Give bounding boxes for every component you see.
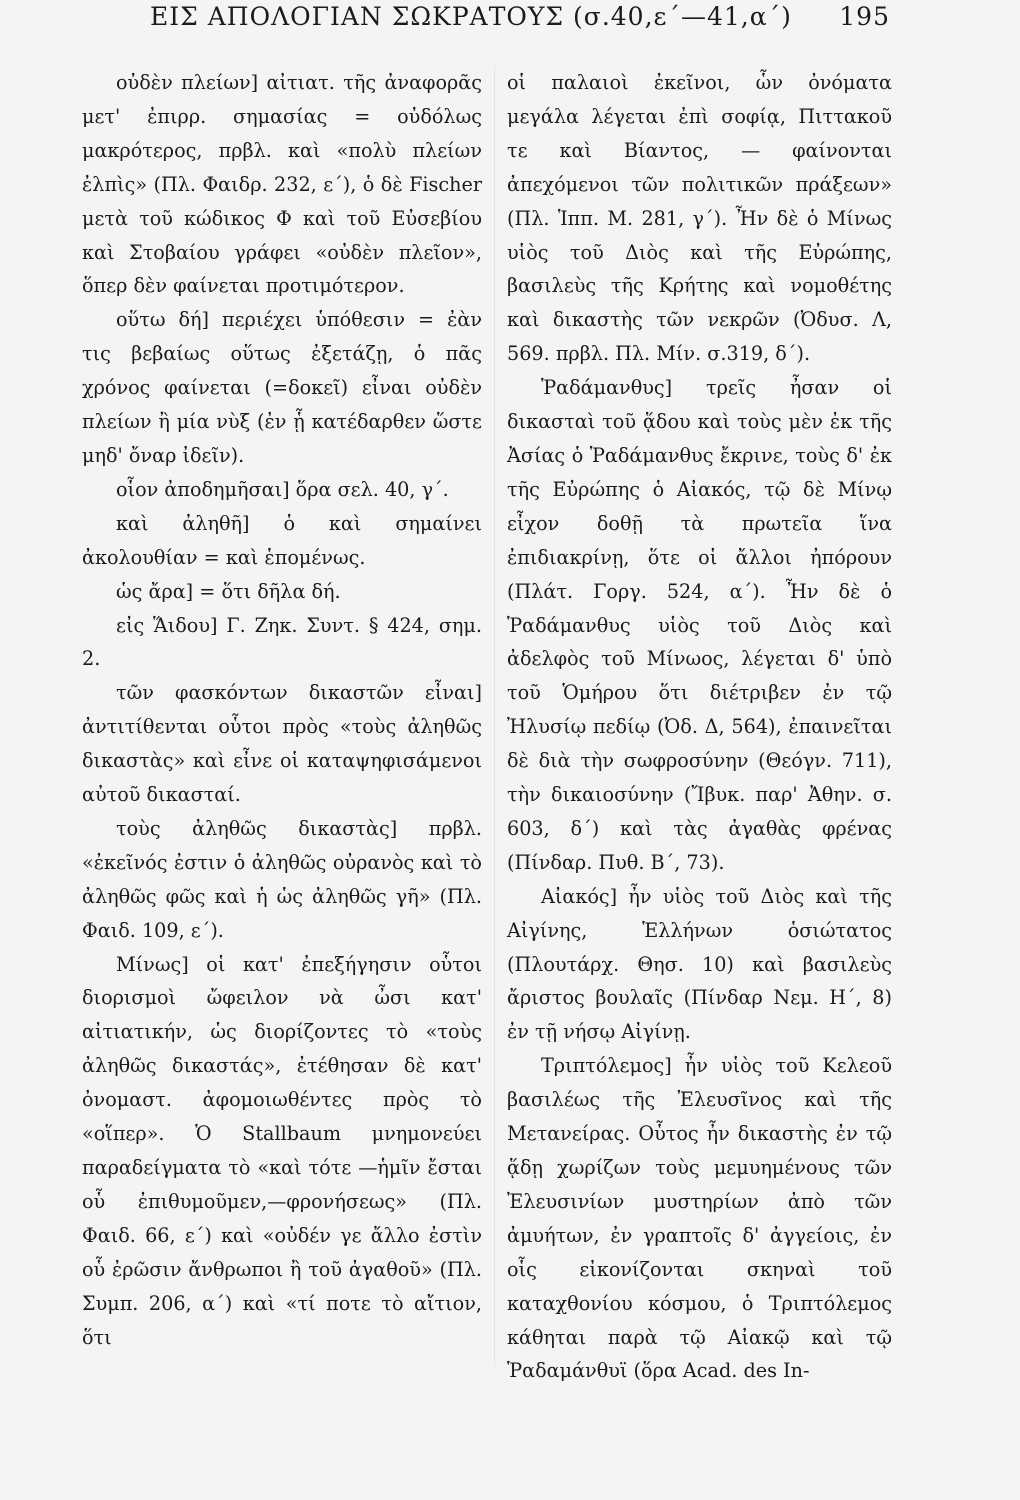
commentary-entry: οἷον ἀποδημῆσαι] ὅρα σελ. 40, γ΄. (116, 477, 449, 501)
commentary-entry: εἰς Ἅιδου] Γ. Ζηκ. Συντ. § 424, σημ. 2. (82, 613, 482, 671)
commentary-entry: οὐδὲν πλείων] αἰτιατ. τῆς ἀναφορᾶς μετ' ἐπιρρ. σημασίας = οὐδόλως μακρότερος, πρβλ. καὶ «πολὺ πλείων ἐλπὶς» (Πλ. Φαιδρ. 232, ε΄), ὁ δὲ Fischer μετὰ τοῦ κώδικος Φ καὶ τοῦ Εὐσεβίου καὶ Στοβαίου γράφει «οὐδὲν πλεῖον», ὅπερ δὲν φαίνεται προτιμότερον. (82, 71, 482, 298)
commentary-entry: Ῥαδάμανθυς] τρεῖς ἦσαν οἱ δικασταὶ τοῦ ᾅδου καὶ τοὺς μὲν ἐκ τῆς Ἀσίας ὁ Ῥαδάμανθυς ἔκρινε, τοὺς δ' ἐκ τῆς Εὐρώπης ὁ Αἰακός, τῷ δὲ Μίνῳ εἶχον δοθῇ τὰ πρωτεῖα ἵνα ἐπιδιακρίνῃ, ὅτε οἱ ἄλλοι ἠπόρουν (Πλάτ. Γοργ. 524, α΄). Ἦν δὲ ὁ Ῥαδάμανθυς υἱὸς τοῦ Διὸς καὶ ἀδελφὸς τοῦ Μίνωος, λέγεται δ' ὑπὸ τοῦ Ὁμήρου ὅτι διέτριβεν ἐν τῷ Ἠλυσίῳ πεδίῳ (Ὀδ. Δ, 564), ἐπαινεῖται δὲ διὰ τὴν σωφροσύνην (Θεόγν. 711), τὴν δικαιοσύνην (Ἴβυκ. παρ' Ἀθην. σ. 603, δ΄) καὶ τὰς ἀγαθὰς φρένας (Πίνδαρ. Πυθ. Β΄, 73). (507, 376, 892, 874)
commentary-entry: Μίνως] οἱ κατ' ἐπεξήγησιν οὗτοι διορισμοὶ ὤφειλον νὰ ὦσι κατ' αἰτιατικήν, ὡς διορίζοντες τὸ «τοὺς ἀληθῶς δικαστάς», ἐτέθησαν δὲ κατ' ὀνομαστ. ἀφομοιωθέντες πρὸς τὸ «οἵπερ». Ὁ Stallbaum μνημονεύει παραδείγματα τὸ «καὶ τότε —ἡμῖν ἔσται οὗ ἐπιθυμοῦμεν,—φρονήσεως» (Πλ. Φαιδ. 66, ε΄) καὶ «οὐδέν γε ἄλλο ἐστὶν οὗ ἐρῶσιν ἄνθρωποι ἢ τοῦ ἀγαθοῦ» (Πλ. Συμπ. 206, α΄) καὶ «τί ποτε τὸ αἴτιον, ὅτι (82, 952, 482, 1349)
commentary-entry: τῶν φασκόντων δικαστῶν εἶναι] ἀντιτίθενται οὗτοι πρὸς «τοὺς ἀληθῶς δικαστὰς» καὶ εἶνε οἱ καταψηφισάμενοι αὐτοῦ δικασταί. (82, 681, 482, 807)
commentary-entry: Τριπτόλεμος] ἦν υἱὸς τοῦ Κελεοῦ βασιλέως τῆς Ἐλευσῖνος καὶ τῆς Μετανείρας. Οὗτος ἦν δικαστὴς ἐν τῷ ᾅδῃ χωρίζων τοὺς μεμυημένους τῶν Ἐλευσινίων μυστηρίων ἀπὸ τῶν ἀμυήτων, ἐν γραπτοῖς δ' ἀγγείοις, ἐν οἷς εἰκονίζονται σκηναὶ τοῦ καταχθονίου κόσμου, ὁ Τριπτόλεμος κάθηται παρὰ τῷ Αἰακῷ καὶ τῷ Ῥαδαμάνθυϊ (ὅρα Acad. des In- (507, 1054, 892, 1383)
right-column (507, 66, 892, 1388)
running-title: ΕΙΣ ΑΠΟΛΟΓΙΑΝ ΣΩΚΡΑΤΟΥΣ (σ.40,ε΄—41,α΄) (150, 2, 792, 31)
commentary-entry: ὡς ἄρα] = ὅτι δῆλα δή. (116, 579, 341, 603)
page-number: 195 (839, 2, 890, 31)
commentary-entry: οὕτω δή] περιέχει ὑπόθεσιν = ἐὰν τις βεβαίως οὕτως ἐξετάζῃ, ὁ πᾶς χρόνος φαίνεται (=δοκεῖ) εἶναι οὐδὲν πλείων ἢ μία νὺξ (ἐν ᾗ κατέδαρθεν ὥστε μηδ' ὄναρ ἰδεῖν). (82, 308, 482, 467)
commentary-continuation: οἱ παλαιοὶ ἐκεῖνοι, ὧν ὀνόματα μεγάλα λέγεται ἐπὶ σοφίᾳ, Πιττακοῦ τε καὶ Βίαντος, — φαίνονται ἀπεχόμενοι τῶν πολιτικῶν πράξεων» (Πλ. Ἱππ. Μ. 281, γ΄). Ἦν δὲ ὁ Μίνως υἱὸς τοῦ Διὸς καὶ τῆς Εὐρώπης, βασιλεὺς τῆς Κρήτης καὶ νομοθέτης καὶ δικαστὴς τῶν νεκρῶν (Ὀδυσ. Λ, 569. πρβλ. Πλ. Μίν. σ.319, δ΄). (507, 71, 892, 366)
column-gutter (494, 66, 495, 1366)
commentary-entry: καὶ ἀληθῆ] ὁ καὶ σημαίνει ἀκολουθίαν = καὶ ἑπομένως. (82, 511, 482, 569)
commentary-entry: τοὺς ἀληθῶς δικαστὰς] πρβλ. «ἐκεῖνός ἐστιν ὁ ἀληθῶς οὐρανὸς καὶ τὸ ἀληθῶς φῶς καὶ ἡ ὡς ἀληθῶς γῆ» (Πλ. Φαιδ. 109, ε΄). (82, 816, 482, 942)
commentary-entry: Αἰακός] ἦν υἱὸς τοῦ Διὸς καὶ τῆς Αἰγίνης, Ἑλλήνων ὁσιώτατος (Πλουτάρχ. Θησ. 10) καὶ βασιλεὺς ἄριστος βουλαῖς (Πίνδαρ Νεμ. Η΄, 8) ἐν τῇ νήσῳ Αἰγίνῃ. (507, 884, 892, 1044)
left-column (82, 66, 482, 1354)
running-head (150, 2, 890, 31)
